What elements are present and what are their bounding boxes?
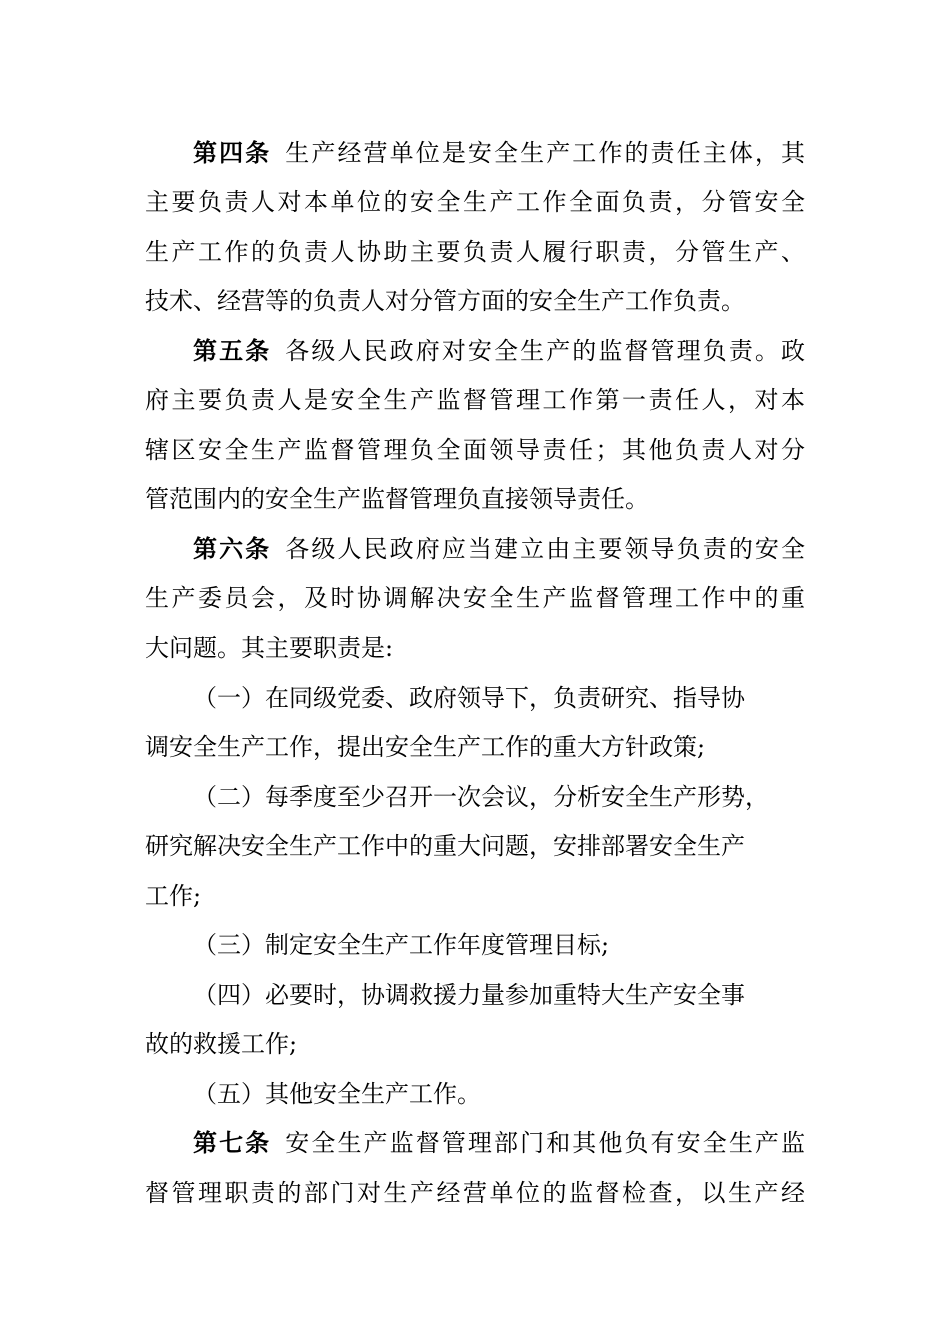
article-4-line-2: 主要负责人对本单位的安全生产工作全面负责，分管安全: [145, 188, 805, 216]
item-2-line-3: 工作;: [145, 882, 202, 910]
article-4-line-4: 技术、经营等的负责人对分管方面的安全生产工作负责。: [145, 287, 745, 315]
item-4-line-2: 故的救援工作;: [145, 1030, 298, 1058]
article-5-heading: 第五条: [193, 336, 272, 365]
item-2-line-1: （二）每季度至少召开一次会议，分析安全生产形势，: [193, 783, 769, 811]
article-6-line-3: 大问题。其主要职责是:: [145, 634, 394, 662]
article-6-heading: 第六条: [193, 534, 272, 563]
article-6-line-1: [193, 534, 805, 564]
article-6-line-2: 生产委员会，及时协调解决安全生产监督管理工作中的重: [145, 584, 805, 612]
article-4-heading: 第四条: [193, 138, 272, 167]
article-7-heading: 第七条: [193, 1128, 272, 1157]
article-4-line-3: 生产工作的负责人协助主要负责人履行职责，分管生产、: [145, 238, 805, 266]
item-1-line-1: （一）在同级党委、政府领导下，负责研究、指导协: [193, 684, 745, 712]
item-1-line-2: 调安全生产工作，提出安全生产工作的重大方针政策;: [145, 733, 706, 761]
item-5-line-1: （五）其他安全生产工作。: [193, 1080, 481, 1108]
article-4-text: 生产经营单位是安全生产工作的责任主体，其: [285, 139, 806, 167]
article-4-line-1: [193, 138, 805, 168]
article-5-line-1: [193, 336, 805, 366]
article-5-line-3: 辖区安全生产监督管理负全面领导责任；其他负责人对分: [145, 436, 805, 464]
item-2-line-2: 研究解决安全生产工作中的重大问题，安排部署安全生产: [145, 832, 745, 860]
item-4-line-1: （四）必要时，协调救援力量参加重特大生产安全事: [193, 981, 745, 1009]
article-7-text: 安全生产监督管理部门和其他负有安全生产监: [285, 1129, 806, 1157]
article-5-text: 各级人民政府对安全生产的监督管理负责。政: [285, 337, 806, 365]
article-6-text: 各级人民政府应当建立由主要领导负责的安全: [285, 535, 806, 563]
article-7-line-2: 督管理职责的部门对生产经营单位的监督检查，以生产经: [145, 1179, 805, 1207]
article-7-line-1: [193, 1128, 805, 1158]
article-5-line-2: 府主要负责人是安全生产监督管理工作第一责任人，对本: [145, 386, 805, 414]
article-5-line-4: 管范围内的安全生产监督管理负直接领导责任。: [145, 485, 649, 513]
item-3-line-1: （三）制定安全生产工作年度管理目标;: [193, 931, 610, 959]
